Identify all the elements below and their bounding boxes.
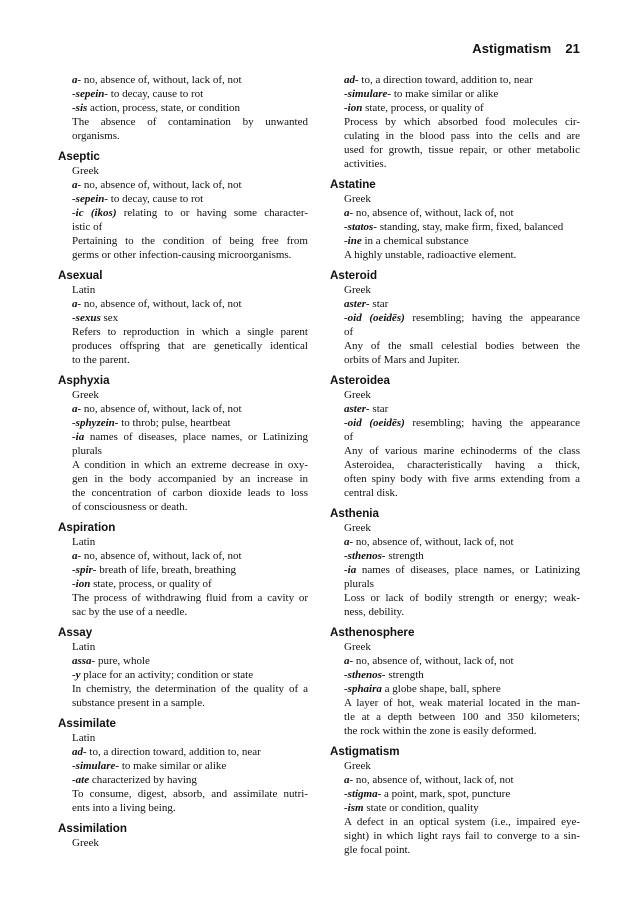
- text-line: [72, 129, 308, 143]
- morpheme-meaning: to, a direction toward, addition to, near: [358, 74, 533, 86]
- entry-astatine: [330, 177, 580, 262]
- etymology-line: [344, 416, 580, 430]
- etymology-line: [344, 654, 580, 668]
- morpheme-meaning: a point, mark, spot, puncture: [381, 788, 511, 800]
- entry-aseptic: [58, 149, 308, 262]
- text-line: [344, 444, 580, 458]
- entry-headword: Astatine: [330, 178, 376, 191]
- morpheme: -sthenos-: [344, 550, 386, 562]
- line-text: ness, debility.: [344, 606, 405, 618]
- text-line: [72, 486, 308, 500]
- morpheme: -ion: [344, 102, 363, 114]
- line-text: Latin: [72, 732, 96, 744]
- etymology-line: [344, 549, 580, 563]
- line-text: germs or other infection-causing microorganisms.: [72, 249, 292, 261]
- morpheme: -ia: [344, 564, 357, 576]
- morpheme: -simulare-: [344, 88, 392, 100]
- morpheme-meaning: to decay, cause to rot: [108, 88, 204, 100]
- morpheme: assa-: [72, 655, 96, 667]
- morpheme: -sepein-: [72, 88, 109, 100]
- line-text: Greek: [72, 389, 99, 401]
- text-line: [344, 815, 580, 829]
- line-text: plurals: [72, 445, 102, 457]
- text-line: [344, 521, 580, 535]
- entry-asthenia: [330, 506, 580, 619]
- morpheme-meaning: star: [369, 298, 389, 310]
- etymology-line: [344, 773, 580, 787]
- etymology-line: [72, 654, 308, 668]
- entry-asteroidea: [330, 373, 580, 500]
- line-text: Any of the small celestial bodies between the: [344, 340, 580, 352]
- morpheme-meaning: no, absence of, without, lack of, not: [81, 403, 242, 415]
- morpheme-meaning: to make similar or alike: [391, 88, 499, 100]
- entry-astigmatism: [330, 744, 580, 857]
- morpheme: a-: [72, 298, 82, 310]
- entry-body: [58, 640, 308, 710]
- text-line: [344, 143, 580, 157]
- line-text: often spiny body with five arms extending from a: [344, 473, 580, 485]
- etymology-line: [344, 234, 580, 248]
- text-line: [344, 577, 580, 591]
- line-text: A defect in an optical system (i.e., impaired eye-: [344, 816, 580, 828]
- text-line: [344, 472, 580, 486]
- entry-assay: [58, 625, 308, 710]
- morpheme-meaning: characterized by having: [89, 774, 197, 786]
- line-text: of: [344, 431, 354, 443]
- morpheme: -ic (ikos): [72, 207, 117, 219]
- entry-body: [58, 535, 308, 619]
- line-text: produces offspring that are genetically identical: [72, 340, 308, 352]
- entry-headword: Asthenia: [330, 507, 379, 520]
- page-number: 21: [565, 41, 580, 56]
- line-text: substance present in a sample.: [72, 697, 205, 709]
- line-text: Greek: [72, 837, 99, 849]
- morpheme: -sphyzein-: [72, 417, 119, 429]
- entry-body: [330, 640, 580, 738]
- text-line: [344, 339, 580, 353]
- morpheme-meaning: no, absence of, without, lack of, not: [353, 207, 514, 219]
- morpheme-meaning: no, absence of, without, lack of, not: [353, 774, 514, 786]
- etymology-line: [72, 416, 308, 430]
- right-column: [330, 73, 580, 863]
- entry-headword: Aseptic: [58, 150, 100, 163]
- etymology-line: [72, 759, 308, 773]
- etymology-line: [72, 668, 308, 682]
- text-line: [72, 388, 308, 402]
- text-line: [72, 339, 308, 353]
- morpheme: -ia: [72, 431, 85, 443]
- morpheme-meaning: breath of life, breath, breathing: [96, 564, 237, 576]
- line-text: Loss or lack of bodily strength or energy; weak-: [344, 592, 580, 604]
- text-line: [72, 696, 308, 710]
- morpheme: -oid (oeidēs): [344, 312, 405, 324]
- morpheme: -sis: [72, 102, 88, 114]
- morpheme: -ism: [344, 802, 364, 814]
- line-text: Refers to reproduction in which a single parent: [72, 326, 308, 338]
- entry-assimilation: [58, 821, 308, 850]
- line-text: Asteroidea, characteristically having a thick,: [344, 459, 580, 471]
- morpheme: ad-: [344, 74, 359, 86]
- entry-assimilate: [58, 716, 308, 815]
- text-line: [344, 248, 580, 262]
- line-text: orbits of Mars and Jupiter.: [344, 354, 460, 366]
- entry-headword: Asteroid: [330, 269, 378, 282]
- text-line: [72, 836, 308, 850]
- etymology-line: [344, 682, 580, 696]
- morpheme-meaning: pure, whole: [95, 655, 150, 667]
- morpheme: a-: [344, 655, 354, 667]
- line-text: Greek: [344, 760, 371, 772]
- morpheme-meaning: in a chemical substance: [361, 235, 469, 247]
- morpheme-meaning: state, process, or quality of: [90, 578, 212, 590]
- line-text: the concentration of carbon dioxide leads to loss: [72, 487, 308, 499]
- line-text: Greek: [344, 284, 371, 296]
- morpheme: -statos-: [344, 221, 377, 233]
- line-text: Pertaining to the condition of being free from: [72, 235, 308, 247]
- entry-body: [58, 388, 308, 514]
- etymology-line: [72, 297, 308, 311]
- text-line: [344, 283, 580, 297]
- etymology-line: [344, 787, 580, 801]
- text-line: [344, 640, 580, 654]
- morpheme-meaning: standing, stay, make firm, fixed, balanced: [377, 221, 564, 233]
- entry-body: [58, 73, 308, 143]
- entry-asthenosphere: [330, 625, 580, 738]
- entry-headword: Asphyxia: [58, 374, 110, 387]
- etymology-line: [344, 87, 580, 101]
- entry-headword: Asexual: [58, 269, 103, 282]
- text-line: [72, 248, 308, 262]
- text-line: [72, 444, 308, 458]
- morpheme-meaning: action, process, state, or condition: [87, 102, 241, 114]
- line-text: activities.: [344, 158, 387, 170]
- morpheme: -sthenos-: [344, 669, 386, 681]
- line-text: Process by which absorbed food molecules cir-: [344, 116, 580, 128]
- morpheme-meaning: no, absence of, without, lack of, not: [81, 550, 242, 562]
- entry-body: [330, 521, 580, 619]
- line-text: plurals: [344, 578, 374, 590]
- morpheme-meaning: strength: [385, 550, 424, 562]
- entry-continuation: [58, 73, 308, 143]
- text-line: [344, 829, 580, 843]
- morpheme: -sexus: [72, 312, 101, 324]
- header-title: Astigmatism: [472, 41, 552, 56]
- line-text: Greek: [344, 641, 371, 653]
- text-line: [344, 458, 580, 472]
- line-text: the rock within the zone is easily deformed.: [344, 725, 537, 737]
- line-text: sac by the use of a needle.: [72, 606, 188, 618]
- morpheme: -ate: [72, 774, 90, 786]
- morpheme-meaning: relating to or having some character-: [116, 207, 308, 219]
- etymology-line: [344, 668, 580, 682]
- etymology-line: [344, 535, 580, 549]
- text-line: [72, 605, 308, 619]
- text-line: [344, 192, 580, 206]
- etymology-line: [72, 101, 308, 115]
- text-line: [344, 325, 580, 339]
- morpheme-meaning: state or condition, quality: [363, 802, 479, 814]
- text-line: [72, 500, 308, 514]
- entry-asphyxia: [58, 373, 308, 514]
- morpheme: a-: [344, 774, 354, 786]
- morpheme: -sphaira: [344, 683, 382, 695]
- line-text: Greek: [344, 389, 371, 401]
- morpheme: a-: [72, 74, 82, 86]
- entry-headword: Asthenosphere: [330, 626, 415, 639]
- morpheme: a-: [344, 536, 354, 548]
- morpheme-meaning: a globe shape, ball, sphere: [381, 683, 501, 695]
- morpheme: -stigma-: [344, 788, 382, 800]
- line-text: istic of: [72, 221, 103, 233]
- morpheme: -oid (oeidēs): [344, 417, 405, 429]
- text-line: [344, 157, 580, 171]
- text-line: [344, 486, 580, 500]
- line-text: A condition in which an extreme decrease in oxy-: [72, 459, 308, 471]
- text-line: [72, 801, 308, 815]
- morpheme: aster-: [344, 403, 370, 415]
- morpheme-meaning: to decay, cause to rot: [108, 193, 204, 205]
- left-column: [58, 73, 308, 856]
- etymology-line: [72, 402, 308, 416]
- morpheme: -sepein-: [72, 193, 109, 205]
- morpheme: a-: [344, 207, 354, 219]
- line-text: The process of withdrawing fluid from a cavity or: [72, 592, 308, 604]
- text-line: [344, 591, 580, 605]
- morpheme-meaning: to, a direction toward, addition to, near: [86, 746, 261, 758]
- morpheme: a-: [72, 179, 82, 191]
- etymology-line: [72, 563, 308, 577]
- text-line: [72, 115, 308, 129]
- entry-continuation: [330, 73, 580, 171]
- line-text: A layer of hot, weak material located in the man-: [344, 697, 580, 709]
- line-text: Greek: [344, 193, 371, 205]
- morpheme: -spir-: [72, 564, 97, 576]
- morpheme-meaning: strength: [385, 669, 424, 681]
- etymology-line: [344, 801, 580, 815]
- morpheme: -ion: [72, 578, 91, 590]
- line-text: Latin: [72, 536, 96, 548]
- text-line: [72, 283, 308, 297]
- etymology-line: [344, 402, 580, 416]
- line-text: tle at a depth between 100 and 350 kilometers;: [344, 711, 580, 723]
- etymology-line: [72, 549, 308, 563]
- etymology-line: [344, 220, 580, 234]
- morpheme-meaning: resembling; having the appearance: [404, 417, 580, 429]
- etymology-line: [72, 430, 308, 444]
- line-text: gen in the body accompanied by an increase in: [72, 473, 308, 485]
- text-line: [72, 164, 308, 178]
- line-text: Latin: [72, 284, 96, 296]
- etymology-line: [344, 73, 580, 87]
- morpheme-meaning: star: [369, 403, 389, 415]
- entry-aspiration: [58, 520, 308, 619]
- entry-asteroid: [330, 268, 580, 367]
- line-text: central disk.: [344, 487, 398, 499]
- etymology-line: [72, 745, 308, 759]
- line-text: A highly unstable, radioactive element.: [344, 249, 517, 261]
- etymology-line: [72, 206, 308, 220]
- etymology-line: [72, 87, 308, 101]
- line-text: To consume, digest, absorb, and assimilate nutri-: [72, 788, 308, 800]
- text-line: [72, 325, 308, 339]
- line-text: gle focal point.: [344, 844, 411, 856]
- text-line: [72, 535, 308, 549]
- line-text: organisms.: [72, 130, 120, 142]
- morpheme-meaning: names of diseases, place names, or Latinizing: [84, 431, 308, 443]
- morpheme-meaning: no, absence of, without, lack of, not: [353, 655, 514, 667]
- etymology-line: [72, 73, 308, 87]
- entry-headword: Assimilate: [58, 717, 116, 730]
- line-text: to the parent.: [72, 354, 130, 366]
- text-line: [344, 605, 580, 619]
- entry-headword: Aspiration: [58, 521, 116, 534]
- morpheme-meaning: names of diseases, place names, or Latinizing: [356, 564, 580, 576]
- morpheme-meaning: no, absence of, without, lack of, not: [353, 536, 514, 548]
- morpheme-meaning: resembling; having the appearance: [404, 312, 580, 324]
- morpheme-meaning: place for an activity; condition or state: [80, 669, 254, 681]
- text-line: [344, 353, 580, 367]
- line-text: ents into a living being.: [72, 802, 176, 814]
- line-text: The absence of contamination by unwanted: [72, 116, 308, 128]
- line-text: sight) in which light rays fail to converge to a sin-: [344, 830, 580, 842]
- text-line: [72, 353, 308, 367]
- text-line: [72, 220, 308, 234]
- line-text: Latin: [72, 641, 96, 653]
- running-header: [472, 41, 580, 56]
- text-line: [344, 724, 580, 738]
- line-text: Any of various marine echinoderms of the class: [344, 445, 580, 457]
- entry-body: [58, 164, 308, 262]
- morpheme-meaning: no, absence of, without, lack of, not: [81, 74, 242, 86]
- etymology-line: [72, 577, 308, 591]
- morpheme: a-: [72, 403, 82, 415]
- entry-body: [330, 192, 580, 262]
- line-text: culating in the blood pass into the cells and are: [344, 130, 580, 142]
- morpheme: -y: [72, 669, 81, 681]
- entry-body: [330, 388, 580, 500]
- text-line: [344, 388, 580, 402]
- etymology-line: [72, 311, 308, 325]
- text-line: [344, 696, 580, 710]
- morpheme-meaning: to throb; pulse, heartbeat: [118, 417, 231, 429]
- text-line: [72, 458, 308, 472]
- etymology-line: [344, 297, 580, 311]
- line-text: of consciousness or death.: [72, 501, 188, 513]
- entry-body: [330, 283, 580, 367]
- line-text: In chemistry, the determination of the quality of a: [72, 683, 308, 695]
- morpheme: aster-: [344, 298, 370, 310]
- etymology-line: [72, 773, 308, 787]
- entry-body: [58, 836, 308, 850]
- morpheme-meaning: sex: [100, 312, 119, 324]
- morpheme: -simulare-: [72, 760, 120, 772]
- entry-headword: Astigmatism: [330, 745, 400, 758]
- entry-body: [330, 759, 580, 857]
- entry-headword: Assimilation: [58, 822, 127, 835]
- etymology-line: [344, 206, 580, 220]
- morpheme: ad-: [72, 746, 87, 758]
- etymology-line: [72, 178, 308, 192]
- morpheme-meaning: to make similar or alike: [119, 760, 227, 772]
- entry-headword: Asteroidea: [330, 374, 390, 387]
- entry-body: [58, 283, 308, 367]
- text-line: [344, 430, 580, 444]
- etymology-line: [72, 192, 308, 206]
- text-line: [72, 682, 308, 696]
- line-text: Greek: [344, 522, 371, 534]
- morpheme: -ine: [344, 235, 362, 247]
- morpheme-meaning: no, absence of, without, lack of, not: [81, 179, 242, 191]
- line-text: of: [344, 326, 354, 338]
- morpheme-meaning: state, process, or quality of: [362, 102, 484, 114]
- text-line: [344, 843, 580, 857]
- entry-headword: Assay: [58, 626, 93, 639]
- text-line: [344, 759, 580, 773]
- morpheme-meaning: no, absence of, without, lack of, not: [81, 298, 242, 310]
- text-line: [72, 787, 308, 801]
- text-line: [72, 640, 308, 654]
- text-line: [344, 710, 580, 724]
- etymology-line: [344, 311, 580, 325]
- entry-asexual: [58, 268, 308, 367]
- etymology-line: [344, 101, 580, 115]
- text-line: [72, 472, 308, 486]
- entry-body: [58, 731, 308, 815]
- text-line: [72, 234, 308, 248]
- text-line: [72, 731, 308, 745]
- line-text: used for growth, tissue repair, or other metabolic: [344, 144, 580, 156]
- etymology-line: [344, 563, 580, 577]
- text-line: [344, 115, 580, 129]
- entry-body: [330, 73, 580, 171]
- text-line: [72, 591, 308, 605]
- morpheme: a-: [72, 550, 82, 562]
- line-text: Greek: [72, 165, 99, 177]
- text-line: [344, 129, 580, 143]
